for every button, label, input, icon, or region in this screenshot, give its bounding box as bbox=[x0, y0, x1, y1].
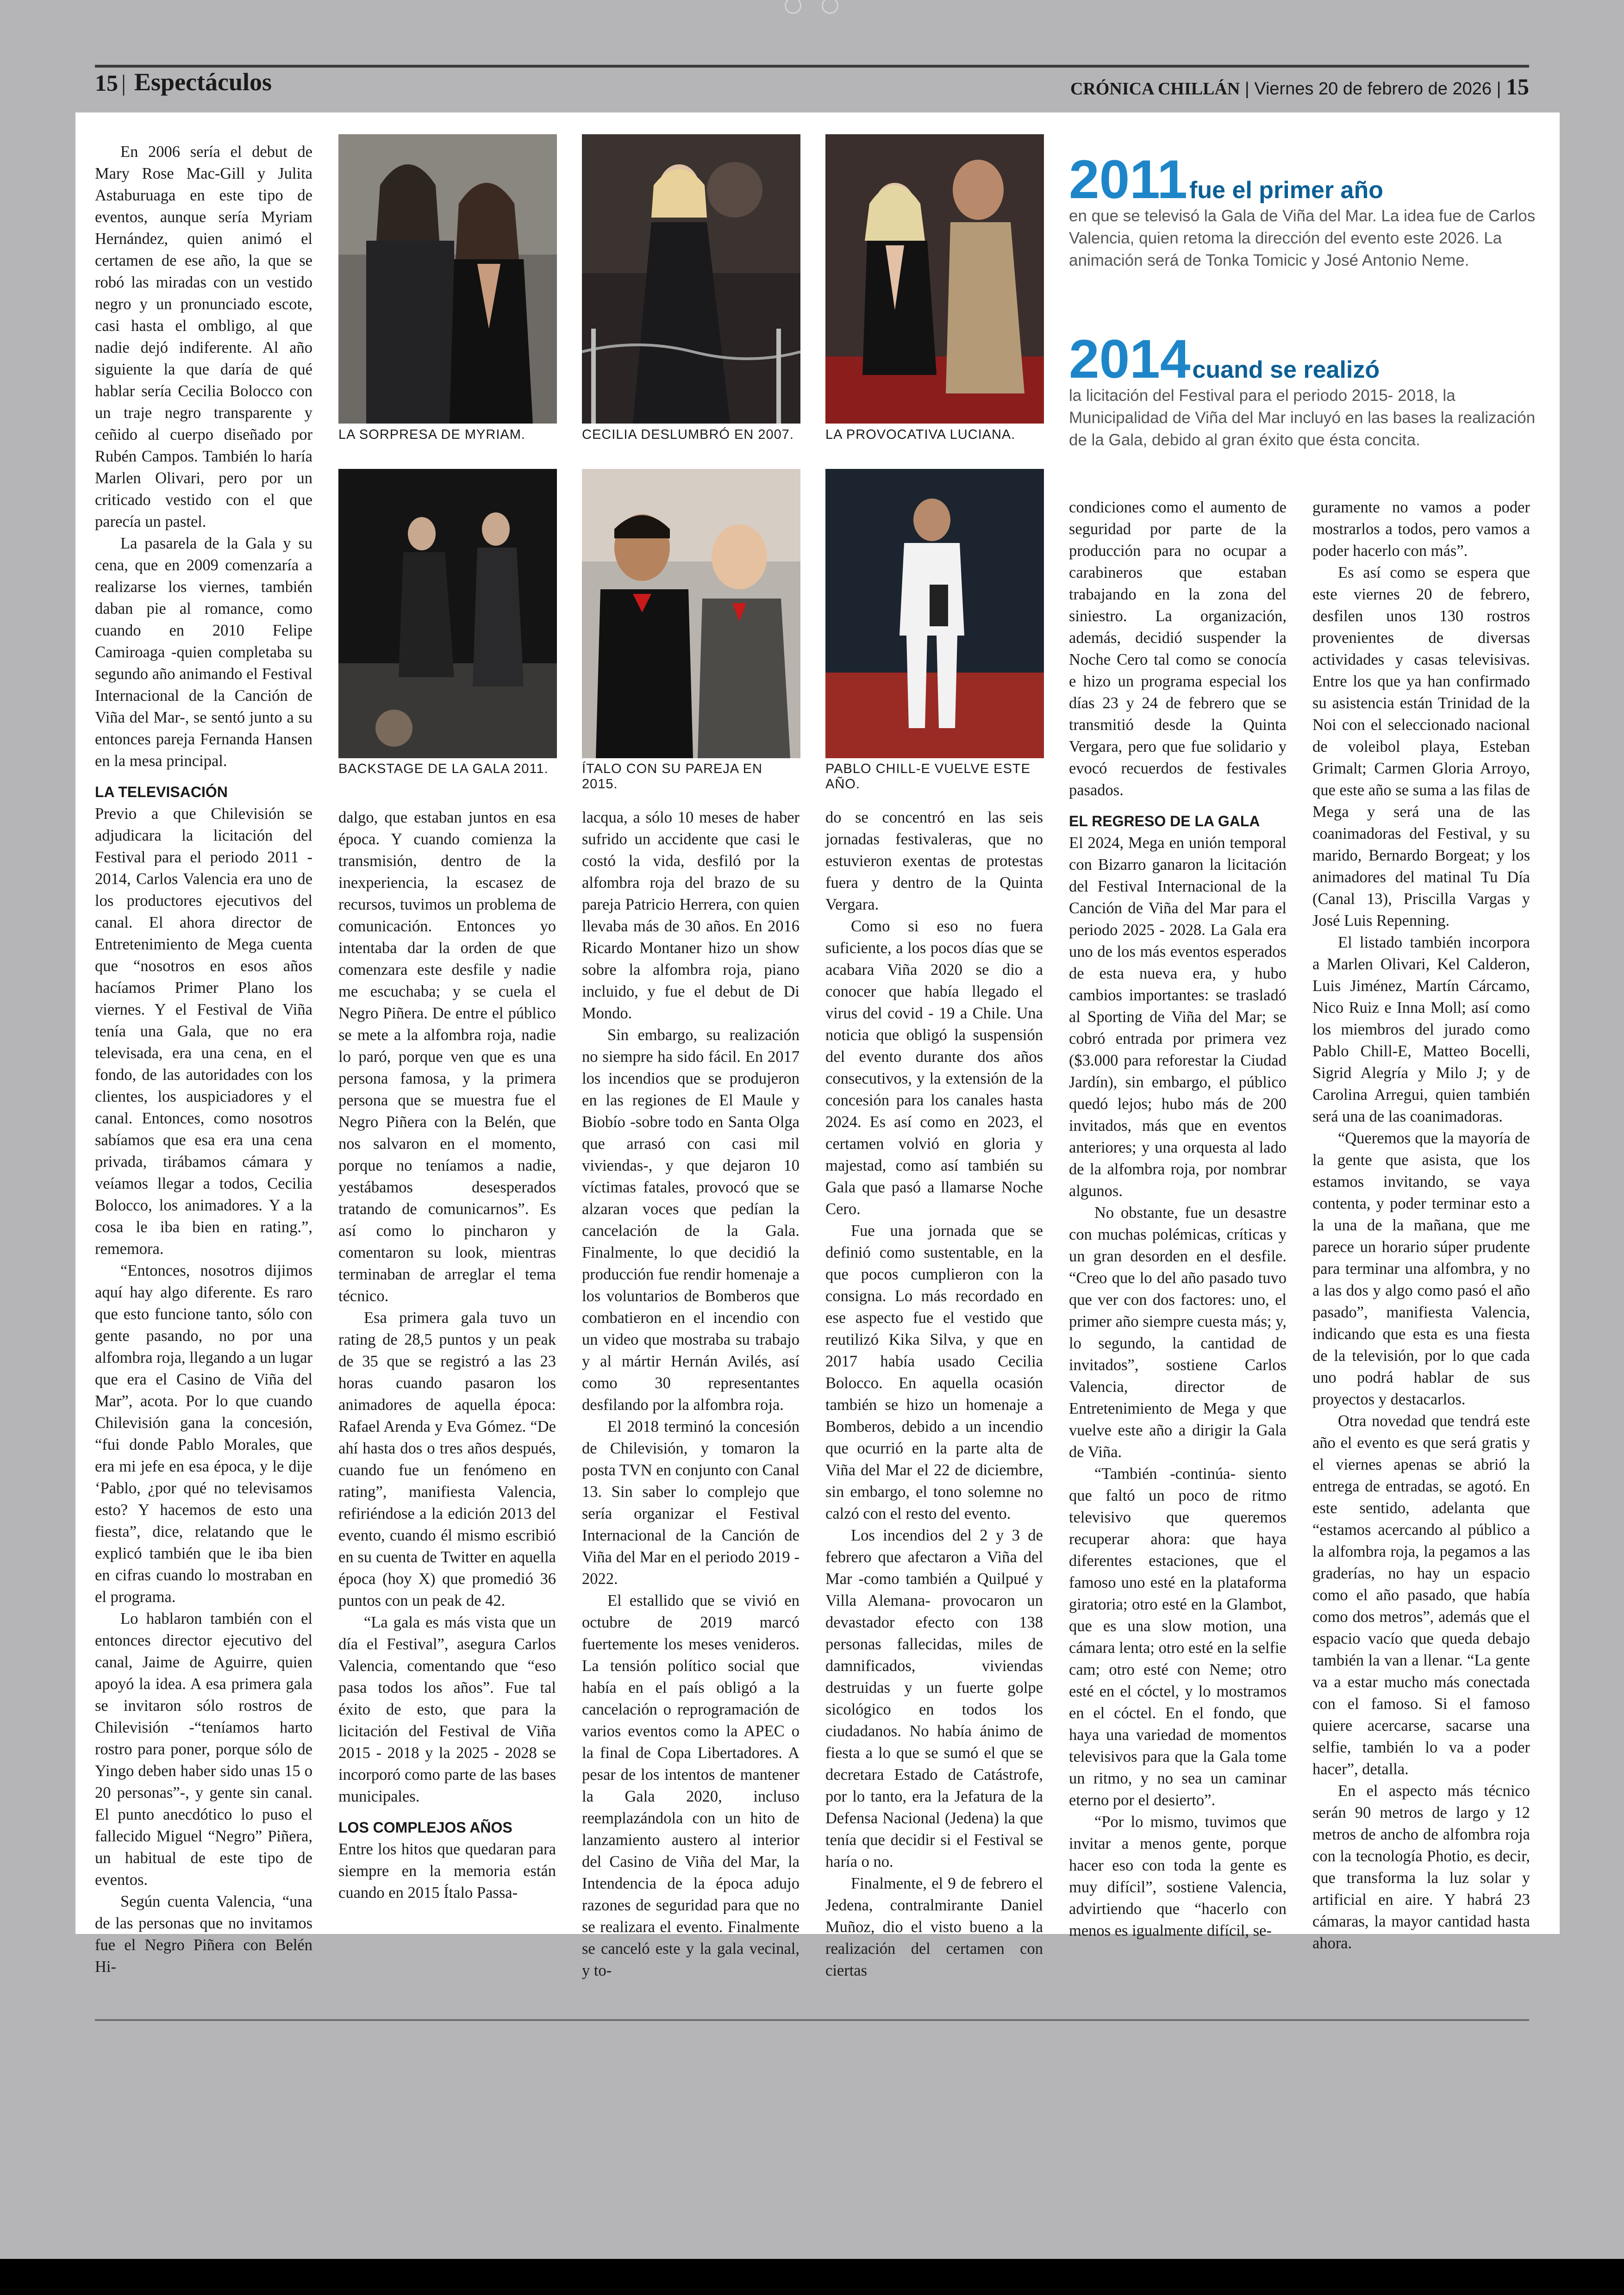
stat-text: en que se televisó la Gala de Viña del Mar. La idea fue de Carlos Valencia, quien retoma la dirección del evento este 2026. La animación será de Tonka Tomicic y José Antonio Neme. bbox=[1069, 207, 1536, 269]
photo-myriam bbox=[338, 134, 557, 424]
article-paragraph: “La gala es más vista que un día el Festival”, asegura Carlos Valencia, comentando que “eso pasa todos los años”. Fue tal éxito de esto, que para la licitación del Festival de Viña 2015 - 2018 y la 2025 - 2028 se incorporó como parte de las bases municipales. bbox=[338, 1614, 556, 1805]
photo-caption: ÍTALO CON SU PAREJA EN 2015. bbox=[582, 761, 762, 792]
header-rule bbox=[95, 65, 1529, 68]
stat-headline: cuand se realizó bbox=[1192, 356, 1380, 383]
stat-year: 2014 bbox=[1069, 329, 1191, 390]
subheading: EL REGRESO DE LA GALA bbox=[1069, 813, 1260, 829]
article-paragraph: lacqua, a sólo 10 meses de haber sufrido un accidente que casi le costó la vida, desfiló por la alfombra roja del brazo de su pareja Patricio Herrera, con quien llevaba más de 30 años. En 2016 Ricardo Montaner hizo un show sobre la alfombra roja, piano incluido, y fue el debut de Di Mondo. bbox=[582, 809, 800, 1022]
article-paragraph: El 2024, Mega en unión temporal con Bizarro ganaron la licitación del Festival Internacional de la Canción de Viña del Mar para el periodo 2025 - 2028. La Gala era uno de los más eventos esperados de esta nueva era, y hubo cambios importantes: se trasladó al Sporting de Viña del Mar; se cobró entrada por primera vez ($3.000 para reforestar la Ciudad Jardín), sin embargo, el público quedó lejos; hubo más de 200 invitados, más que en eventos anteriores; y una orquesta al lado de la alfombra roja, por nombrar algunos. bbox=[1069, 834, 1287, 1200]
article-paragraph: Es así como se espera que este viernes 20 de febrero, desfilen unos 130 rostros provenientes de diversas actividades y casas televisivas. Entre los que ya han confirmado su asistencia están Trinidad de la Noi con el seleccionado nacional de voleibol playa, Esteban Grimalt; Carmen Gloria Arroyo, que este año se suma a las filas de Mega y será una de las coanimadoras del Festival, y su marido, Bernardo Borgeat; y los animadores del matinal Tu Día (Canal 13), Priscilla Vargas y José Luis Repenning. bbox=[1312, 564, 1530, 929]
article-column-3 bbox=[582, 807, 800, 1982]
photo-italo bbox=[582, 469, 800, 758]
article-paragraph: guramente no vamos a poder mostrarlos a todos, pero vamos a poder hacerlo con más”. bbox=[1312, 499, 1530, 560]
article-paragraph: “Por lo mismo, tuvimos que invitar a menos gente, porque hacer eso con toda la gente es muy difícil”, sostiene Valencia, advirtiendo que “hacerlo con menos es igualmente difícil, se- bbox=[1069, 1813, 1287, 1940]
article-paragraph: “Queremos que la mayoría de la gente que asista, que los estamos invitando, se vaya contenta, y poder terminar esto a la una de la mañana, que me parece un horario súper prudente para terminar una alfombra, y no a las dos y algo como pasó el año pasado”, manifiesta Valencia, indicando que esta es una fiesta de la televisión, por lo que cada uno podrá hablar de sus proyectos y destacarlos. bbox=[1312, 1129, 1530, 1408]
section-title: Espectáculos bbox=[134, 68, 272, 96]
article-paragraph: “También -continúa- siento que faltó un poco de ritmo televisivo que queremos recuperar ahora: que haya diferentes estaciones, que el famoso uno esté en la plataforma giratoria; otro esté en la Glambot, que es una slow motion, una cámara lenta; otro esté en la selfie cam; otro esté con Neme; otro esté en el cóctel, y lo mostramos en el cóctel. En el fondo, que haya una variedad de momentos televisivos para que la Gala tome un ritmo, y no sea un caminar eterno por el desierto”. bbox=[1069, 1465, 1287, 1809]
article-column-5 bbox=[1069, 497, 1287, 1942]
article-paragraph: Sin embargo, su realización no siempre ha sido fácil. En 2017 los incendios que se produjeron en las regiones de El Maule y Biobío -sobre todo en Santa Olga que arrasó con casi mil viviendas-, y que dejaron 10 víctimas fatales, provocó que se alzaran voces que pedían la cancelación de la Gala. Finalmente, lo que decidió la producción fue rendir homenaje a los voluntarios de Bomberos que combatieron en el incendio con un video que mostraba su trabajo y al mártir Hernán Avilés, así como 30 representantes desfilando por la alfombra roja. bbox=[582, 1026, 800, 1414]
article-paragraph: Como si eso no fuera suficiente, a los pocos días que se acabara Viña 2020 se dio a conocer que había llegado el virus del covid - 19 a Chile. Una noticia que obligó la suspensión del evento durante dos años consecutivos, y la extensión de la concesión para los canales hasta 2024. Es así como en 2023, el certamen volvió en gloria y majestad, como así también su Gala que pasó a llamarse Noche Cero. bbox=[825, 917, 1043, 1218]
viewer-bottom-bar bbox=[0, 2259, 1624, 2295]
article-paragraph: En 2006 sería el debut de Mary Rose Mac-Gill y Julita Astaburuaga en este tipo de eventos, aunque sería Myriam Hernández, quien animó el certamen de ese año, la que se robó las miradas con un vestido negro y un pronunciado escote, casi hasta el ombligo, al que nadie dejó indiferente. Al año siguiente la que daría de qué hablar sería Cecilia Bolocco con un traje negro transparente y ceñido al cuerpo diseñado por Rubén Campos. También lo haría Marlen Olivari, pero por un criticado vestido con el que parecía un pastel. bbox=[95, 143, 312, 530]
article-paragraph: El listado también incorpora a Marlen Olivari, Kel Calderon, Luis Jiménez, Martín Cárcamo, Nico Ruiz e Inna Moll; así como los miembros del jurado como Pablo Chill-E, Matteo Bocelli, Sigrid Alegría y Milo J; y de Carolina Arregui, quien también será una de las coanimadoras. bbox=[1312, 934, 1530, 1125]
article-paragraph: “Entonces, nosotros dijimos aquí hay algo diferente. Es raro que esto funcione tanto, sólo con gente pasando, no por una alfombra roja, llegando a un lugar que era el Casino de Viña del Mar”, acota. Por lo que cuando Chilevisión gana la concesión, “fui donde Pablo Morales, que era mi jefe en esa época, y le dije ‘Pablo, ¿por qué no televisamos esto? Y hacemos de esto una fiesta”, dice, relatando que le explicó también que le iba bien en cifras cuando lo mostraban en el programa. bbox=[95, 1262, 312, 1606]
article-paragraph: Lo hablaron también con el entonces director ejecutivo del canal, Jaime de Aguirre, quien apoyó la idea. A esa primera gala se invitaron sólo rostros de Chilevisión -“teníamos harto rostro para poner, porque sólo de Yingo deben haber sido unas 15 o 20 personas”-, y gente sin canal. El punto anecdótico lo puso el fallecido Miguel “Negro” Piñera, un habitual de este tipo de eventos. bbox=[95, 1610, 312, 1889]
article-paragraph: Previo a que Chilevisión se adjudicara la licitación del Festival para el periodo 2011 - 2014, Carlos Valencia era uno de los productores ejecutivos del canal. El ahora director de Entretenimiento de Mega cuenta que “nosotros en esos años hacíamos Primer Plano los viernes. Y el Festival de Viña tenía una Gala, que no era televisada, era una cena, en el fondo, de las autoridades con los clientes, los auspiciadores y el canal. Entonces, como nosotros sabíamos que esa era una cena privada, tirábamos cámara y veíamos llegar a todos, Cecilia Bolocco, los animadores. Y a la cosa le iba bien en rating.”, rememora. bbox=[95, 805, 312, 1258]
article-paragraph: No obstante, fue un desastre con muchas polémicas, críticas y un gran desorden en el desfile. “Creo que lo del año pasado tuvo que ver con dos factores: uno, el primer año siempre cuesta más; y, lo segundo, la cantidad de invitados”, sostiene Carlos Valencia, director de Entretenimiento de Mega y que vuelve este año a dirigir la Gala de Viña. bbox=[1069, 1204, 1287, 1461]
photo-luciana bbox=[825, 134, 1044, 424]
article-column-6 bbox=[1312, 497, 1530, 1954]
page-number-left: 15 bbox=[95, 70, 118, 96]
article-paragraph: El estallido que se vivió en octubre de 2019 marcó fuertemente los meses venideros. La tensión político social que había en el país obligó a la cancelación o reprogramación de varios eventos como la APEC o la final de Copa Libertadores. A pesar de los intentos de mantener la Gala 2020, incluso reemplazándola con un hito de lanzamiento austero al interior del Casino de Viña del Mar, la Intendencia de la época adujo razones de seguridad para que no se realizara el evento. Finalmente se canceló este y la gala vecinal, y to- bbox=[582, 1592, 800, 1979]
stat-headline: fue el primer año bbox=[1189, 177, 1383, 204]
photo-caption: BACKSTAGE DE LA GALA 2011. bbox=[338, 761, 549, 776]
article-column-4 bbox=[825, 807, 1043, 1982]
photo-caption: LA PROVOCATIVA LUCIANA. bbox=[825, 427, 1016, 442]
subheading: LA TELEVISACIÓN bbox=[95, 784, 228, 800]
photo-caption: PABLO CHILL-E VUELVE ESTE AÑO. bbox=[825, 761, 1031, 792]
header-masthead: CRÓNICA CHILLÁN | Viernes 20 de febrero de 2026 | 15 bbox=[1070, 74, 1529, 100]
photo-caption: LA SORPRESA DE MYRIAM. bbox=[338, 427, 525, 442]
article-paragraph: Esa primera gala tuvo un rating de 28,5 puntos y un peak de 35 que se registró a las 23 horas cuando pasaron los animadores de aquella época: Rafael Arenda y Eva Gómez. “De ahí hasta dos o tres años después, cuando fue un fenómeno en rating”, manifiesta Valencia, refiriéndose a la edición 2013 del evento, cuando él mismo escribió en su cuenta de Twitter en aquella época (hoy X) que promedió 36 puntos con un peak de 42. bbox=[338, 1309, 556, 1609]
article-paragraph: do se concentró en las seis jornadas festivaleras, que no estuvieron exentas de protestas fuera y dentro de la Quinta Vergara. bbox=[825, 809, 1043, 913]
footer-rule bbox=[95, 2019, 1529, 2021]
subheading: LOS COMPLEJOS AÑOS bbox=[338, 1819, 512, 1836]
article-paragraph: En el aspecto más técnico serán 90 metros de largo y 12 metros de ancho de alfombra roja con la tecnología Photio, es decir, que transforma la luz solar y artificial en aire. Y habrá 23 cámaras, la mayor cantidad hasta ahora. bbox=[1312, 1782, 1530, 1952]
stat-text: la licitación del Festival para el periodo 2015- 2018, la Municipalidad de Viña del Mar incluyó en las bases la realización de la Gala, debido al gran éxito que ésta concita. bbox=[1069, 387, 1536, 449]
article-paragraph: Entre los hitos que quedaran para siempre en la memoria están cuando en 2015 Ítalo Passa- bbox=[338, 1840, 556, 1902]
article-paragraph: La pasarela de la Gala y su cena, que en 2009 comenzaría a realizarse los viernes, también daban pie al romance, como cuando en 2010 Felipe Camiroaga -quien completaba su segundo año animando el Festival Internacional de la Canción de Viña del Mar-, se sentó junto a su entonces pareja Fernanda Hansen en la mesa principal. bbox=[95, 535, 312, 770]
newspaper-page bbox=[75, 112, 1560, 1979]
article-paragraph: condiciones como el aumento de seguridad por parte de la producción para no ocupar a carabineros que estaban trabajando en la zona del siniestro. La organización, además, decidió suspender la Noche Cero tal como se conocía e hizo un programa especial los días 23 y 24 de febrero que se transmitió desde la Quinta Vergara, pero que fue solidario y evocó recuerdos de festivales pasados. bbox=[1069, 499, 1287, 799]
photo-cecilia bbox=[582, 134, 800, 424]
article-paragraph: Según cuenta Valencia, “una de las personas que no invitamos fue el Negro Piñera con Belén Hi- bbox=[95, 1893, 312, 1976]
article-column-1 bbox=[95, 141, 312, 1978]
photo-pablo-chill-e bbox=[825, 469, 1044, 758]
article-paragraph: Los incendios del 2 y 3 de febrero que afectaron a Viña del Mar -como también a Quilpué y Villa Alemana- provocaron un devastador efecto con 138 personas fallecidas, miles de damnificados, viviendas destruidas y un fuerte golpe sicológico en todos los ciudadanos. No había ánimo de fiesta a lo que se sumó el que se decretara Estado de Catástrofe, por lo tanto, era la Jefatura de la Defensa Nacional (Jedena) la que tenía que decidir si el Festival se haría o no. bbox=[825, 1527, 1043, 1871]
stat-block bbox=[1069, 149, 1541, 272]
article-paragraph: dalgo, que estaban juntos en esa época. Y cuando comienza la transmisión, dentro de la inexperiencia, la escasez de recursos, tuvimos un problema de comunicación. Entonces yo intentaba dar la orden de que comenzara este desfile y nadie me escuchaba; y se cuela el Negro Piñera. De entre el público se mete a la alfombra roja, nadie lo paró, porque ven que es una persona famosa, y la primera persona que se muestra fue el Negro Piñera con la Belén, que nos salvaron en el momento, porque no teníamos a nadie, yestábamos desesperados tratando de comunicarnos”. Es así como lo pincharon y comentaron su look, mientras terminaban de arreglar el tema técnico. bbox=[338, 809, 556, 1305]
page-number-right: 15 bbox=[1506, 74, 1529, 100]
article-paragraph: Finalmente, el 9 de febrero el Jedena, contralmirante Daniel Muñoz, dio el visto bueno a la realización del certamen con ciertas bbox=[825, 1875, 1043, 1979]
article-paragraph: El 2018 terminó la concesión de Chilevisión, y tomaron la posta TVN en conjunto con Canal 13. Sin saber lo complejo que sería organizar el Festival Internacional de la Canción de Viña del Mar en el periodo 2019 - 2022. bbox=[582, 1418, 800, 1588]
photo-backstage bbox=[338, 469, 557, 758]
stat-block bbox=[1069, 329, 1541, 451]
photo-caption: CECILIA DESLUMBRÓ EN 2007. bbox=[582, 427, 794, 442]
article-column-2 bbox=[338, 807, 556, 1904]
publication-name: CRÓNICA CHILLÁN bbox=[1070, 79, 1240, 99]
issue-date: Viernes 20 de febrero de 2026 bbox=[1254, 79, 1492, 99]
header-separator: | bbox=[121, 70, 126, 96]
article-paragraph: Fue una jornada que se definió como sustentable, en la que pocos cumplieron con la consigna. Lo más recordado en ese aspecto fue el vestido que reutilizó Kika Silva, y que en 2017 había usado Cecilia Bolocco. En aquella ocasión también se hizo un homenaje a Bomberos, debido a un incendio que ocurrió en la parte alta de Viña del Mar el 22 de diciembre, sin embargo, el tono solemne no calzó con el resto del evento. bbox=[825, 1222, 1043, 1522]
article-paragraph: Otra novedad que tendrá este año el evento es que será gratis y el viernes apenas se abrió la entrega de entradas, se agotó. En este sentido, adelanta que “estamos acercando al público a la alfombra roja, la pegamos a las graderías, no hay un espacio como el año pasado, que había como dos metros”, además que el espacio vacío que queda debajo también la van a llenar. “La gente va a estar mucho más conectada con el famoso. Si el famoso quiere acercarse, sacarse una selfie, también lo va a poder hacer”, detalla. bbox=[1312, 1412, 1530, 1778]
stat-year: 2011 bbox=[1069, 149, 1187, 210]
